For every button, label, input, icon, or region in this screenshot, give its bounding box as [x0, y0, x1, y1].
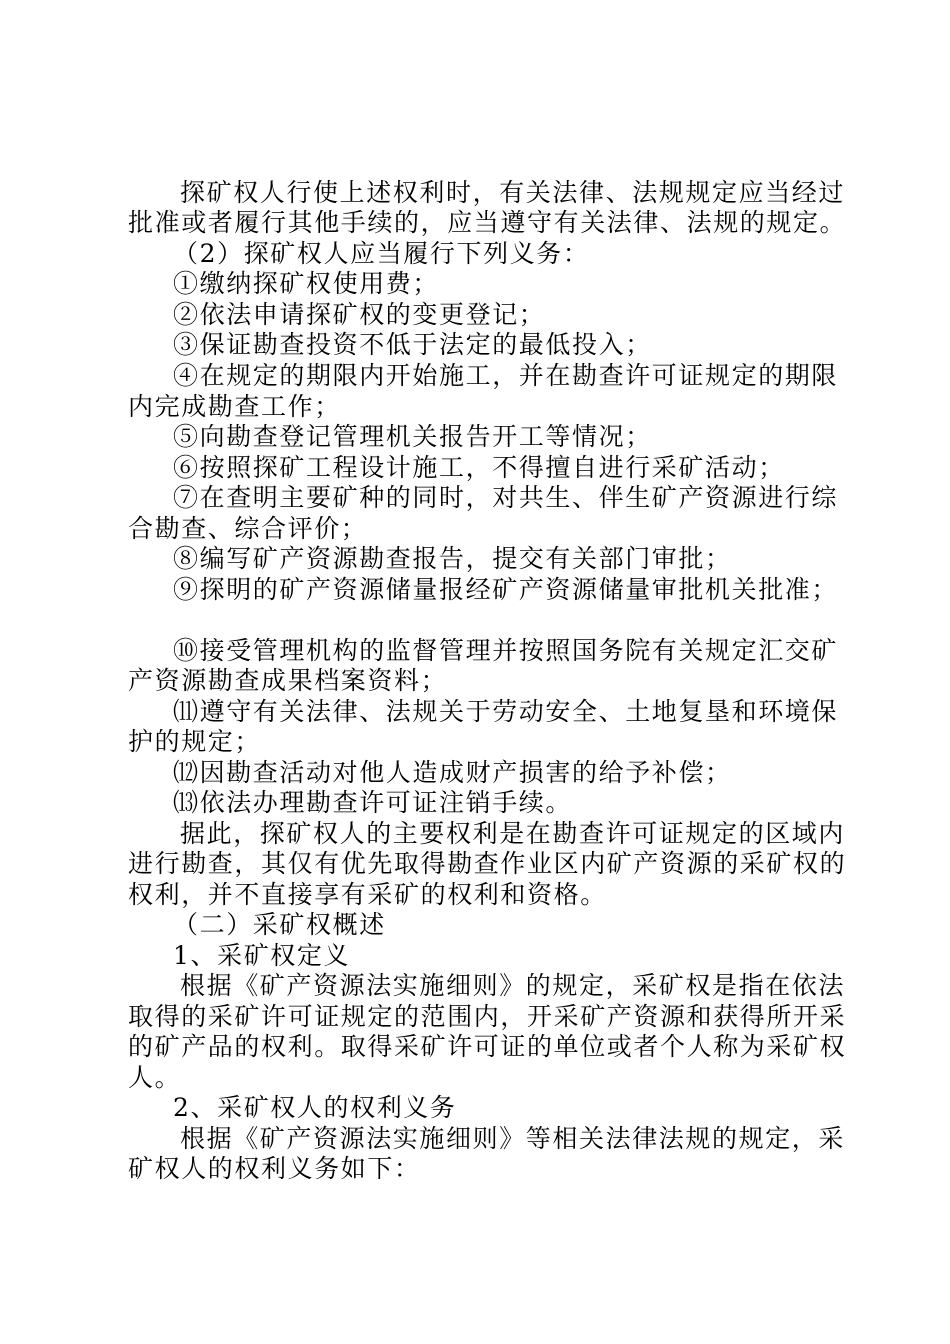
list-item: ⑨探明的矿产资源储量报经矿产资源储量审批机关批准；	[173, 575, 839, 604]
paragraph-line: 批准或者履行其他手续的，应当遵守有关法律、法规的规定。	[128, 208, 847, 237]
list-item: ⑧编写矿产资源勘查报告，提交有关部门审批；	[173, 544, 732, 573]
list-item: ④在规定的期限内开始施工，并在勘查许可证规定的期限	[173, 361, 839, 390]
section-heading: （二）采矿权概述	[173, 910, 386, 939]
paragraph-line: 权利，并不直接享有采矿的权利和资格。	[128, 880, 607, 909]
paragraph-line: 矿权人的权利义务如下：	[128, 1154, 421, 1183]
paragraph-line: 取得的采矿许可证规定的范围内，开采矿产资源和获得所开采	[128, 1002, 847, 1031]
list-item: ⒀依法办理勘查许可证注销手续。	[173, 788, 573, 817]
list-item: ③保证勘查投资不低于法定的最低投入；	[173, 330, 652, 359]
list-item: ⑿因勘查活动对他人造成财产损害的给予补偿；	[173, 758, 732, 787]
paragraph-line: 探矿权人行使上述权利时，有关法律、法规规定应当经过	[180, 178, 846, 207]
list-item: 产资源勘查成果档案资料；	[128, 666, 448, 695]
list-item: 合勘查、综合评价；	[128, 514, 368, 543]
list-item: ⑦在查明主要矿种的同时，对共生、伴生矿产资源进行综	[173, 483, 839, 512]
paragraph-line: 根据《矿产资源法实施细则》等相关法律法规的规定，采	[180, 1124, 846, 1153]
subsection-heading: 2、采矿权人的权利义务	[173, 1093, 457, 1122]
subsection-heading: 1、采矿权定义	[173, 941, 351, 970]
list-item: ⑤向勘查登记管理机关报告开工等情况；	[173, 422, 652, 451]
list-item: ⑾遵守有关法律、法规关于劳动安全、土地复垦和环境保	[173, 697, 839, 726]
paragraph-line: 据此，探矿权人的主要权利是在勘查许可证规定的区域内	[180, 819, 846, 848]
list-item: ⑩接受管理机构的监督管理并按照国务院有关规定汇交矿	[173, 636, 839, 665]
paragraph-line: 根据《矿产资源法实施细则》的规定，采矿权是指在依法	[180, 971, 846, 1000]
list-item: 内完成勘查工作；	[128, 392, 341, 421]
list-item: 护的规定；	[128, 727, 262, 756]
list-item: ②依法申请探矿权的变更登记；	[173, 300, 546, 329]
list-item: ⑥按照探矿工程设计施工，不得擅自进行采矿活动；	[173, 453, 785, 482]
list-item: ①缴纳探矿权使用费；	[173, 269, 440, 298]
paragraph-line: 进行勘查，其仅有优先取得勘查作业区内矿产资源的采矿权的	[128, 849, 847, 878]
paragraph-line: 的矿产品的权利。取得采矿许可证的单位或者个人称为采矿权	[128, 1032, 847, 1061]
paragraph-line: （2）探矿权人应当履行下列义务：	[173, 239, 590, 268]
paragraph-line: 人。	[128, 1063, 182, 1092]
